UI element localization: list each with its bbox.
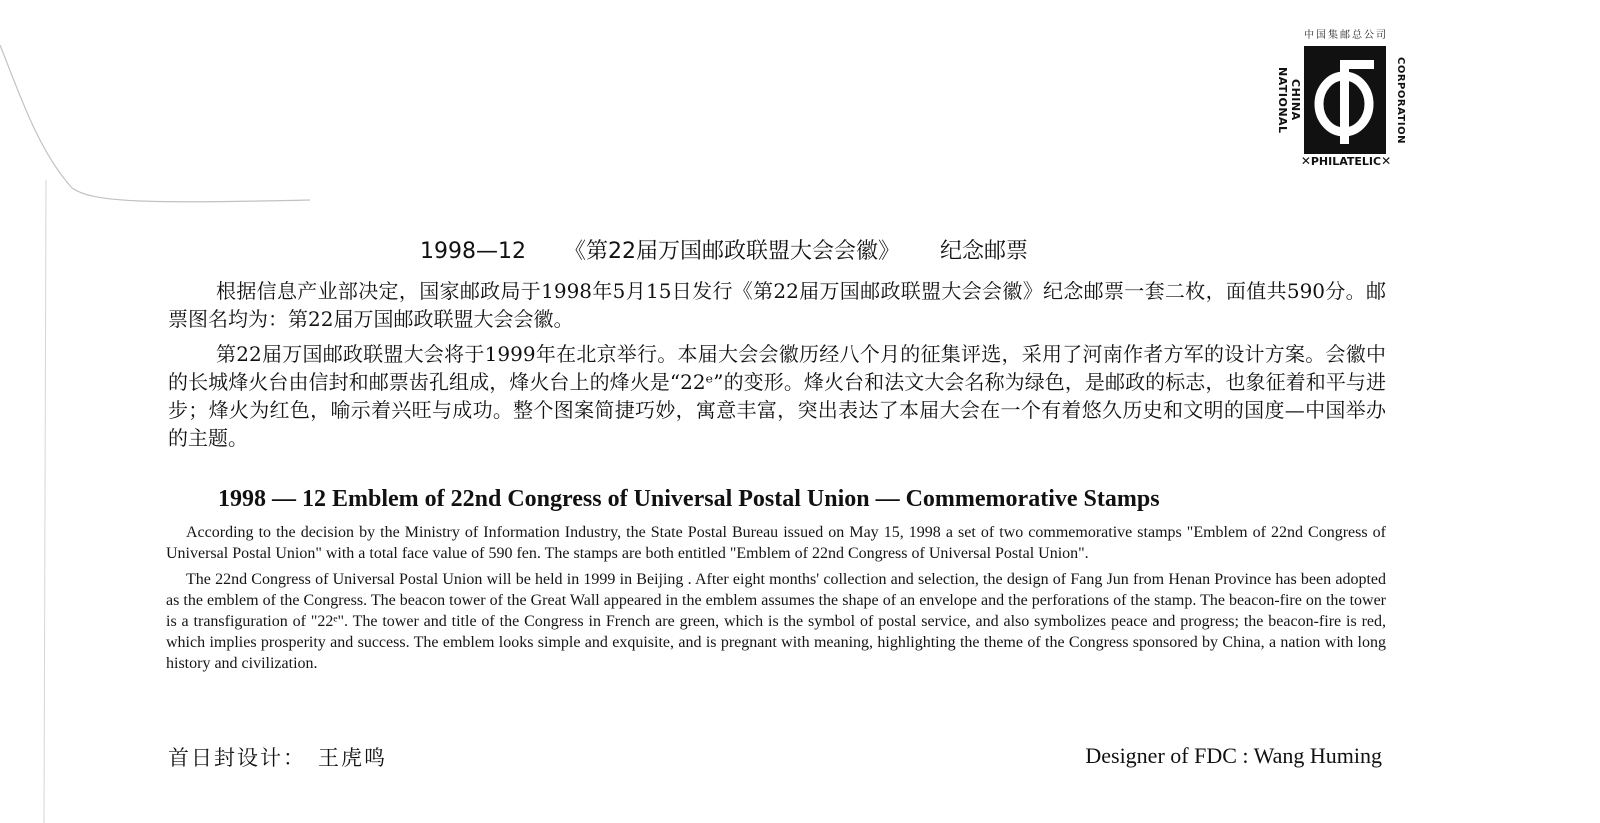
envelope-flap-curve [0, 45, 310, 202]
logo-bottom [1282, 154, 1410, 168]
logo-ornament-icon: ✕ [1381, 154, 1392, 168]
designer-name-chinese: 王虎鸣 [318, 746, 387, 770]
logo-phi-icon [1304, 46, 1386, 154]
chinese-title-name: 《第22届万国邮政联盟大会会徽》 [563, 239, 900, 264]
chinese-body [168, 277, 1386, 459]
logo-emblem [1304, 46, 1386, 154]
designer-label-chinese: 首日封设计： [168, 746, 306, 770]
designer-credit-chinese [168, 742, 387, 772]
logo-right-text: CORPORATION [1395, 56, 1406, 144]
chinese-title-type: 纪念邮票 [939, 239, 1028, 264]
logo-ornament-icon: ✕ [1300, 154, 1311, 168]
english-title: 1998 — 12 Emblem of 22nd Congress of Universal Postal Union — Commemorative Stamps [218, 486, 1160, 512]
logo-left-text: CHINA NATIONAL [1276, 66, 1302, 134]
designer-credit-english: Designer of FDC : Wang Huming [1085, 743, 1382, 768]
english-body [166, 522, 1386, 679]
english-paragraph: The 22nd Congress of Universal Postal Union will be held in 1999 in Beijing . After eight months' collection and selection, the design of Fang Jun from Henan Province has been adopted as the emblem of the Congress. The beacon tower of the Great Wall appeared in the emblem assumes the shape of an envelope and the perforations of the stamp. The beacon-fire on the tower is a transfiguration of "22ᵉ". The tower and title of the Congress in French are green, which is the symbol of postal service, and also symbolizes peace and progress; the beacon-fire is red, which implies prosperity and success. The emblem looks simple and exquisite, and is pregnant with meaning, highlighting the theme of the Congress sponsored by China, a nation with long history and civilization. [166, 571, 1386, 672]
philatelic-corporation-logo [1276, 26, 1410, 172]
chinese-paragraph: 第22届万国邮政联盟大会将于1999年在北京举行。本届大会会徽历经八个月的征集评选，采用了河南作者方军的设计方案。会徽中的长城烽火台由信封和邮票齿孔组成，烽火台上的烽火是“22ᵉ”的变形。烽火台和法文大会名称为绿色，是邮政的标志，也象征着和平与进步；烽火为红色，喻示着兴旺与成功。整个图案简捷巧妙，寓意丰富，突出表达了本届大会在一个有着悠久历史和文明的国度—中国举办的主题。 [168, 342, 1386, 450]
english-paragraph: According to the decision by the Ministry of Information Industry, the State Postal Bureau issued on May 15, 1998 a set of two commemorative stamps "Emblem of 22nd Congress of Universal Postal Union" with a total face value of 590 fen. The stamps are both entitled "Emblem of 22nd Congress of Universal Postal Union". [166, 524, 1386, 562]
logo-top-text: 中国集邮总公司 [1304, 30, 1388, 41]
chinese-title-number: 1998—12 [420, 239, 526, 264]
chinese-title [420, 234, 1180, 265]
chinese-paragraph: 根据信息产业部决定，国家邮政局于1998年5月15日发行《第22届万国邮政联盟大会会徽》纪念邮票一套二枚，面值共590分。邮票图名均为：第22届万国邮政联盟大会会徽。 [168, 279, 1386, 331]
envelope-side-line [44, 180, 46, 823]
logo-bottom-text: PHILATELIC [1310, 155, 1382, 168]
